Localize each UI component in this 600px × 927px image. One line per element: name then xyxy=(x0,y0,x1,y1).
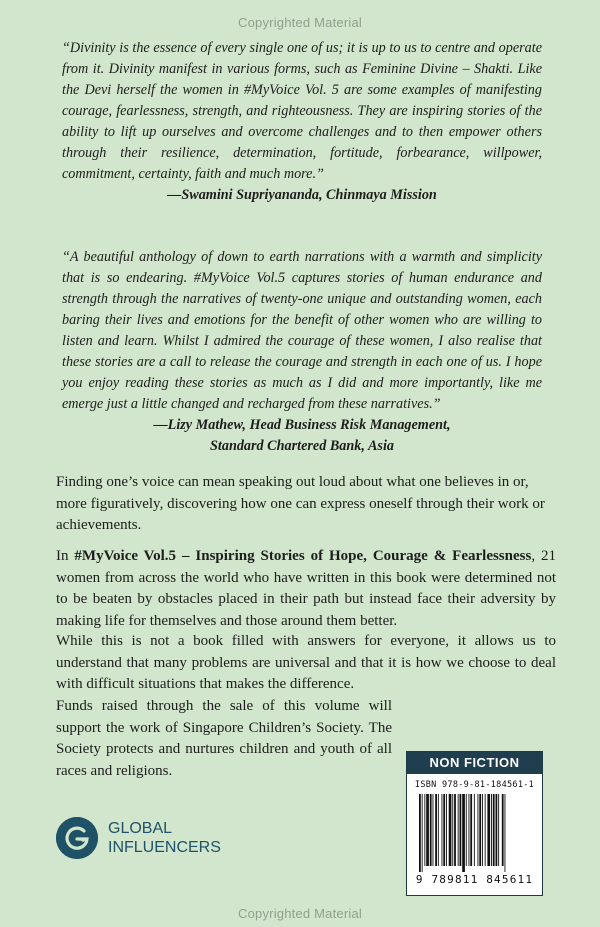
barcode-bar xyxy=(437,794,438,866)
barcode-bar xyxy=(448,794,451,866)
barcode-bar xyxy=(462,794,465,872)
barcode-bar xyxy=(459,794,461,866)
watermark-bottom: Copyrighted Material xyxy=(238,906,362,921)
barcode-bar xyxy=(446,794,447,866)
quote-1-text: “Divinity is the essence of every single one of us; it is up to us to centre and operate from it. Divinity manifest in various forms, such as Feminine Divine – Shakti. Like the Devi herself the women in #MyVoice Vol. 5 are some examples of manifesting courage, fearlessness, strength, and righteousness. They are inspiring stories of the ability to lift up ourselves and overcome challenges and to then empower others through their resilience, determination, fortitude, forbearance, willpower, commitment, certainty, faith and much more.” xyxy=(62,40,542,182)
barcode-bar xyxy=(454,794,456,866)
blurb-paragraph-4: Funds raised through the sale of this volume will support the work of Singapore Children’s Society. The Society protects and nurtures children and youth of all races and religions. xyxy=(56,698,392,779)
barcode-bar xyxy=(498,794,499,866)
barcode-bar xyxy=(424,794,425,866)
blurb-p2-prefix: In xyxy=(56,548,75,564)
barcode-bar xyxy=(435,794,437,866)
barcode-bar xyxy=(491,794,492,866)
isbn-digits: 9 789811 845611 xyxy=(415,873,534,886)
watermark-top: Copyrighted Material xyxy=(238,15,362,30)
barcode-bar xyxy=(421,794,422,872)
publisher-logo xyxy=(56,817,221,859)
blurb-p2-rest: , 21 women from across the world who have written in this book were determined not to be beaten by obstacles placed in their path but instead face their adversity by making life for themselves and those around them better. xyxy=(56,548,556,629)
book-title: #MyVoice Vol.5 – Inspiring Stories of Hope, Courage & Fearlessness xyxy=(74,548,532,564)
global-influencers-logo-icon xyxy=(56,817,98,859)
blurb-paragraph-2 xyxy=(56,546,556,632)
barcode-bar xyxy=(492,794,494,866)
quote-2-attribution-line-2: Standard Chartered Bank, Asia xyxy=(210,438,394,454)
barcode-bar xyxy=(495,794,497,866)
logo-text-line-2: INFLUENCERS xyxy=(108,839,221,856)
barcode-bar xyxy=(477,794,478,866)
isbn-barcode-block xyxy=(406,751,543,896)
blurb-paragraph-3: While this is not a book filled with answers for everyone, it allows us to understand that many problems are universal and that it is how we choose to deal with difficult situations that makes the difference. xyxy=(56,633,556,692)
barcode-bar xyxy=(501,794,503,866)
barcode-bar xyxy=(441,794,442,866)
barcode-bar xyxy=(465,794,466,866)
barcode-bar xyxy=(429,794,431,866)
category-label: NON FICTION xyxy=(407,752,542,774)
quote-1-attribution: —Swamini Supriyananda, Chinmaya Mission xyxy=(167,187,437,203)
barcode-bar xyxy=(484,794,485,866)
isbn-label: ISBN 978-9-81-184561-1 xyxy=(414,780,535,790)
quote-2-text: “A beautiful anthology of down to earth narrations with a warmth and simplicity that is so endearing. #MyVoice Vol.5 captures stories of human endurance and strength through the narratives of twenty-one unique and outstanding women, each baring their lives and emotions for the benefit of other women who are willing to listen and learn. Whilst I admired the courage of these women, I also realise that these stories are a call to release the courage and strength in each one of us. I hope you enjoy reading these stories as much as I did and more importantly, like me emerge just a little changed and recharged from these narratives.” xyxy=(62,249,542,412)
logo-text-line-1: GLOBAL xyxy=(108,820,173,837)
barcode-bar xyxy=(452,794,453,866)
barcode-bar xyxy=(443,794,445,866)
barcode-bar xyxy=(482,794,483,866)
barcode-bar xyxy=(457,794,458,866)
quote-2-attribution-line-1: —Lizy Mathew, Head Business Risk Management, xyxy=(153,417,451,433)
barcode-graphic xyxy=(415,794,535,872)
barcode-bar xyxy=(419,794,421,872)
barcode-bar xyxy=(504,794,505,872)
blurb-paragraph-1: Finding one’s voice can mean speaking out loud about what one believes in or, more figuratively, discovering how one can express oneself through their work or achievements. xyxy=(56,474,545,533)
barcode-bar xyxy=(479,794,481,866)
barcode-bar xyxy=(487,794,490,866)
endorsement-quote-1 xyxy=(62,38,542,206)
barcode-bar xyxy=(426,794,429,866)
barcode-bar xyxy=(470,794,472,866)
barcode-bar xyxy=(468,794,469,866)
barcode-bar xyxy=(473,794,474,866)
barcode-bar xyxy=(432,794,433,866)
endorsement-quote-2 xyxy=(62,247,542,457)
